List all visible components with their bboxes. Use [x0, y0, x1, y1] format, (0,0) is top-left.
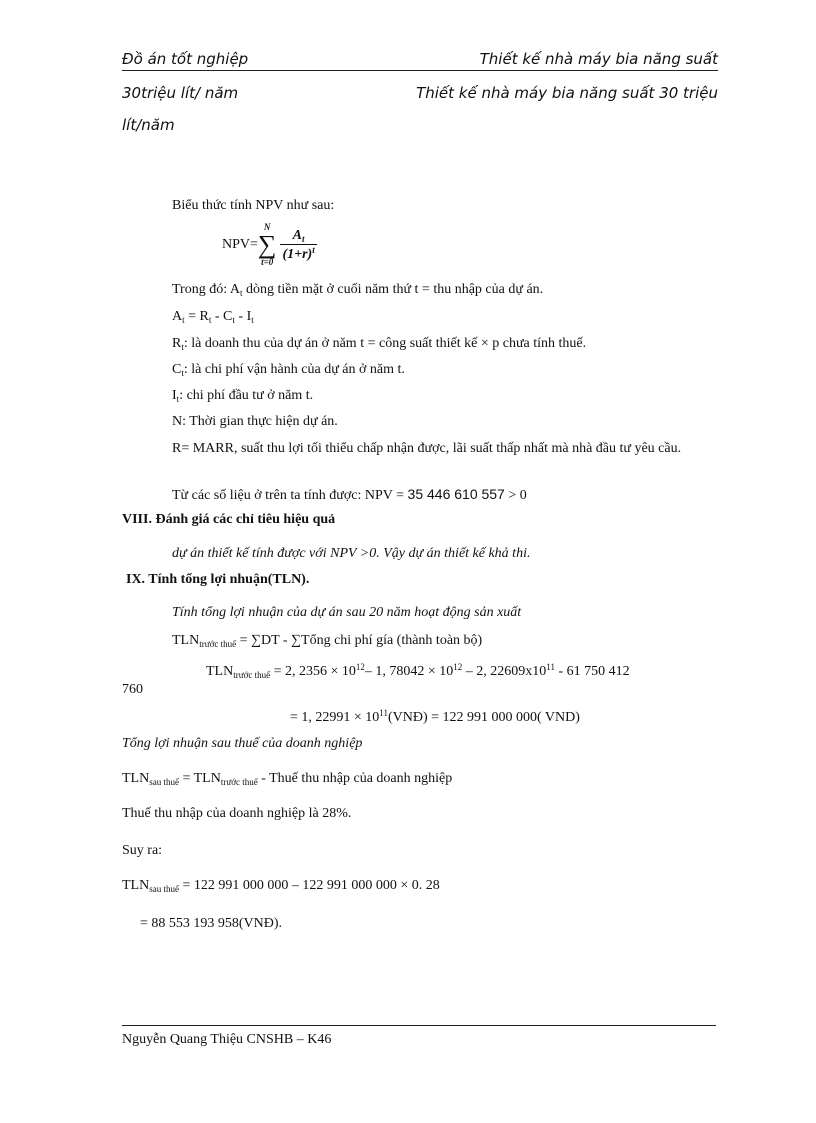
sigma-symbol: N ∑ t=0: [257, 222, 277, 267]
npv-formula: [222, 222, 317, 268]
after-tax-title: Tổng lợi nhuận sau thuế của doanh nghiệp: [122, 736, 363, 751]
section-9-intro: Tính tổng lợi nhuận của dự án sau 20 năm hoạt động sản xuất: [172, 605, 522, 620]
header-line2-right: Thiết kế nhà máy bia năng suất 30 triệu: [416, 84, 718, 102]
formula-tln-calc-cont: 760: [122, 682, 143, 697]
section-8-heading: VIII. Đánh giá các chỉ tiêu hiệu quả: [122, 512, 336, 527]
formula-tln-calc: $TLN_{trước thuế} = 2$, $2356 \times 10^{12}-$ 1, $78042 \times 10^{12} - 2$, $22609x10^{11} - 61$ 750 412: [206, 662, 630, 680]
formula-tln-before-tax: $TLN_{trước thuế} = \sum DT$ - ∑Tổng chi phí gía (thành toàn bộ): [172, 633, 483, 649]
formula-tln-after-tax: $TLN_{sau thuế} = TLN_{trước thuế}$ - Thuế thu nhập của doanh nghiệp: [122, 771, 453, 787]
formula-tln-after-tax-calc: $TLN_{sau thuế} = 122$ 991 000 000 – 122 991 000 000 × 0. 28: [122, 878, 440, 894]
header-line3: lít/năm: [122, 116, 175, 134]
formula-tln-result: = 1, $22991 \times 10^{11}(VNĐ) = 122$ 991 000 000( VND): [290, 708, 580, 725]
section-9-heading: IX. Tính tổng lợi nhuận(TLN).: [126, 572, 310, 587]
section-8-text: dự án thiết kế tính được với NPV >0. Vậy dự án thiết kế khả thi.: [172, 546, 531, 561]
npv-intro: Biểu thức tính NPV như sau:: [172, 198, 335, 213]
def-n: N: Thời gian thực hiện dự án.: [172, 414, 338, 429]
def-rt: $R_t$: là doanh thu của dự án ở năm t = công suất thiết kế × p chưa tính thuế.: [172, 336, 587, 352]
npv-fraction: $\frac{A_t}{(1+r)^t}$: [282, 227, 315, 262]
header-rule: [122, 70, 718, 71]
tax-rate-text: Thuế thu nhập của doanh nghiệp là 28%.: [122, 806, 352, 821]
def-equation: $A_t = R_t - C_t - I_t$: [172, 309, 254, 325]
footer-author: Nguyễn Quang Thiệu CNSHB – K46: [122, 1032, 332, 1047]
def-ct: $C_t$: là chi phí vận hành của dự án ở năm t.: [172, 362, 405, 378]
header-left: Đồ án tốt nghiệp: [122, 50, 249, 68]
npv-result: Từ các số liệu ở trên ta tính được: NPV = 35 446 610 557 > 0: [172, 486, 527, 503]
def-at: Trong đó: $A_t$ dòng tiền mặt ở cuối năm thứ t = thu nhập của dự án.: [172, 282, 544, 298]
header-line2-left: 30triệu lít/ năm: [122, 84, 239, 102]
footer-rule: [122, 1025, 716, 1026]
suy-ra: Suy ra:: [122, 843, 163, 858]
def-it: $I_t$: chi phí đầu tư ở năm t.: [172, 388, 314, 404]
def-marr: R= MARR, suất thu lợi tối thiểu chấp nhận được, lãi suất thấp nhất mà nhà đầu tư yêu cầu.: [172, 441, 682, 456]
header-right: Thiết kế nhà máy bia năng suất: [479, 50, 718, 68]
formula-tln-after-tax-result: = 88 553 193 958(VNĐ).: [140, 916, 283, 931]
npv-lhs: NPV=: [222, 237, 258, 252]
